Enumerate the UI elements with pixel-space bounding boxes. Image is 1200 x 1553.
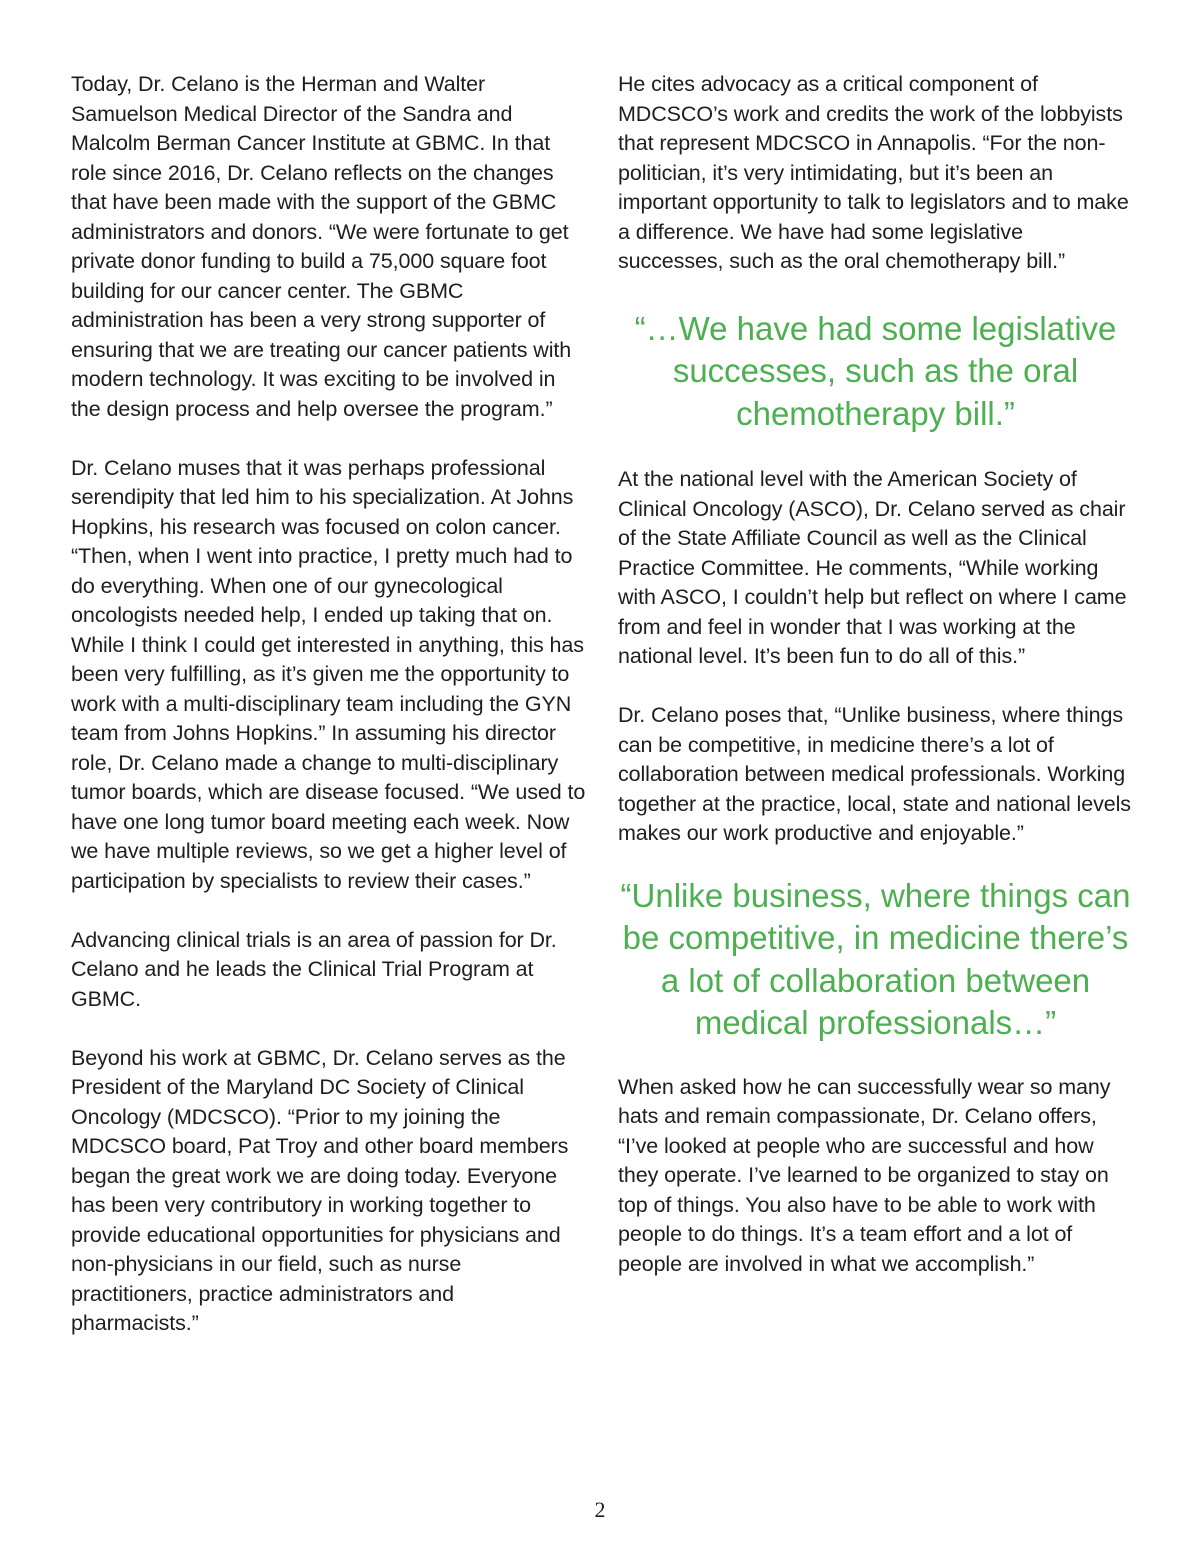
pull-quote: “…We have had some legislative successes, such as the oral chemotherapy bill.” <box>634 309 1117 432</box>
body-paragraph: At the national level with the American Society of Clinical Oncology (ASCO), Dr. Celano served as chair of the State Affiliate Council as well as the Clinical Practice Committee. He comments, “While working with ASCO, I couldn’t help but reflect on where I came from and feel in wonder that I was working at the national level. It’s been fun to do all of this.” <box>618 467 1127 668</box>
body-paragraph: Dr. Celano poses that, “Unlike business, where things can be competitive, in medicine there’s a lot of collaboration between medical professionals. Working together at the practice, local, state and national levels makes our work productive and enjoyable.” <box>618 703 1131 845</box>
body-paragraph: Beyond his work at GBMC, Dr. Celano serves as the President of the Maryland DC Society of Clinical Oncology (MDCSCO). “Prior to my joining the MDCSCO board, Pat Troy and other board members began the great work we are doing today. Everyone has been very contributory in working together to provide educational opportunities for physicians and non-physicians in our field, such as nurse practitioners, practice administrators and pharmacists.” <box>71 1045 569 1335</box>
page-number: 2 <box>594 1497 606 1522</box>
body-paragraph: Today, Dr. Celano is the Herman and Walter Samuelson Medical Director of the Sandra and Malcolm Berman Cancer Institute at GBMC. In that role since 2016, Dr. Celano reflects on the changes that have been made with the support of the GBMC administrators and donors. “We were fortunate to get private donor funding to build a 75,000 square foot building for our cancer center. The GBMC administration has been a very strong supporter of ensuring that we are treating our cancer patients with modern technology. It was exciting to be involved in the design process and help oversee the program.” <box>71 72 572 421</box>
pull-quote: “Unlike business, where things can be competitive, in medicine there’s a lot of collaboration between medical professionals…” <box>620 876 1131 1041</box>
body-paragraph: Advancing clinical trials is an area of passion for Dr. Celano and he leads the Clinical Trial Program at GBMC. <box>71 927 557 1011</box>
body-paragraph: He cites advocacy as a critical component of MDCSCO’s work and credits the work of the lobbyists that represent MDCSCO in Annapolis. “For the non-politician, it’s very intimidating, but it’s been an important opportunity to talk to legislators and to make a difference. We have had some legislative successes, such as the oral chemotherapy bill.” <box>618 72 1129 273</box>
body-paragraph: Dr. Celano muses that it was perhaps professional serendipity that led him to his specialization. At Johns Hopkins, his research was focused on colon cancer. “Then, when I went into practice, I pretty much had to do everything. When one of our gynecological oncologists needed help, I ended up taking that on. While I think I could get interested in anything, this has been very fulfilling, as it’s given me the opportunity to work with a multi-disciplinary team including the GYN team from Johns Hopkins.” In assuming his director role, Dr. Celano made a change to multi-disciplinary tumor boards, which are disease focused. “We used to have one long tumor board meeting each week. Now we have multiple reviews, so we get a higher level of participation by specialists to review their cases.” <box>71 455 586 893</box>
right-column <box>618 70 1133 1279</box>
body-paragraph: When asked how he can successfully wear so many hats and remain compassionate, Dr. Celano offers, “I’ve looked at people who are successful and how they operate. I’ve learned to be organized to stay on top of things. You also have to be able to work with people to do things. It’s a team effort and a lot of people are involved in what we accomplish.” <box>618 1074 1111 1276</box>
left-column <box>71 70 586 1368</box>
